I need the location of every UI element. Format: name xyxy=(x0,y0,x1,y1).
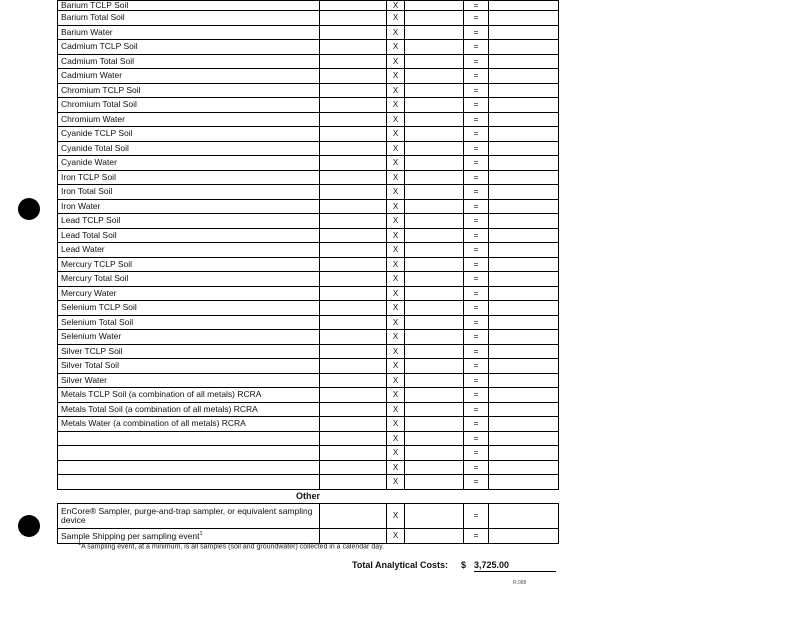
line-total-cell xyxy=(489,460,559,475)
analysis-name: Iron Water xyxy=(58,199,320,214)
multiply-sign: X xyxy=(387,528,405,543)
line-total-cell xyxy=(489,243,559,258)
total-currency-sign: $ xyxy=(461,560,467,570)
footnote: $^1$A sampling event, at a minimum, is all samples (soil and groundwater) collected in a calendar day. xyxy=(78,541,385,551)
unit-cost-cell xyxy=(320,417,387,432)
analysis-name: Lead Total Soil xyxy=(58,228,320,243)
line-total-cell xyxy=(489,286,559,301)
table-row xyxy=(58,199,559,214)
equals-sign: = xyxy=(464,214,489,229)
multiply-sign: X xyxy=(387,98,405,113)
table-row xyxy=(58,431,559,446)
line-total-cell xyxy=(489,112,559,127)
table-row xyxy=(58,315,559,330)
table-row xyxy=(58,388,559,403)
analysis-name: Chromium TCLP Soil xyxy=(58,83,320,98)
analysis-name: Cadmium TCLP Soil xyxy=(58,40,320,55)
unit-cost-cell xyxy=(320,446,387,461)
quantity-cell xyxy=(405,112,464,127)
analysis-name: Mercury Water xyxy=(58,286,320,301)
unit-cost-cell xyxy=(320,214,387,229)
analysis-name: Selenium TCLP Soil xyxy=(58,301,320,316)
equals-sign: = xyxy=(464,257,489,272)
unit-cost-cell xyxy=(320,431,387,446)
table-row xyxy=(58,40,559,55)
table-row xyxy=(58,257,559,272)
equals-sign: = xyxy=(464,40,489,55)
unit-cost-cell xyxy=(320,112,387,127)
equals-sign: = xyxy=(464,185,489,200)
equals-sign: = xyxy=(464,388,489,403)
analysis-name: Chromium Water xyxy=(58,112,320,127)
multiply-sign: X xyxy=(387,301,405,316)
table-row xyxy=(58,460,559,475)
line-total-cell xyxy=(489,528,559,543)
quantity-cell xyxy=(405,228,464,243)
equals-sign: = xyxy=(464,272,489,287)
unit-cost-cell xyxy=(320,156,387,171)
multiply-sign: X xyxy=(387,112,405,127)
quantity-cell xyxy=(405,25,464,40)
table-row xyxy=(58,141,559,156)
punch-hole-top xyxy=(18,198,40,220)
equals-sign: = xyxy=(464,475,489,490)
analytical-cost-table xyxy=(57,0,559,544)
unit-cost-cell xyxy=(320,243,387,258)
table-row xyxy=(58,475,559,490)
quantity-cell xyxy=(405,185,464,200)
line-total-cell xyxy=(489,214,559,229)
analysis-name: Barium Water xyxy=(58,25,320,40)
multiply-sign: X xyxy=(387,257,405,272)
line-total-cell xyxy=(489,40,559,55)
quantity-cell xyxy=(405,431,464,446)
unit-cost-cell xyxy=(320,272,387,287)
unit-cost-cell xyxy=(320,170,387,185)
analysis-name: Selenium Total Soil xyxy=(58,315,320,330)
analysis-name: Metals Total Soil (a combination of all metals) RCRA xyxy=(58,402,320,417)
page-mark: R.088 xyxy=(513,580,527,586)
quantity-cell xyxy=(405,315,464,330)
multiply-sign: X xyxy=(387,402,405,417)
equals-sign: = xyxy=(464,359,489,374)
equals-sign: = xyxy=(464,228,489,243)
table-row xyxy=(58,1,559,11)
line-total-cell xyxy=(489,344,559,359)
table-row xyxy=(58,243,559,258)
equals-sign: = xyxy=(464,170,489,185)
table-row xyxy=(58,98,559,113)
unit-cost-cell xyxy=(320,460,387,475)
equals-sign: = xyxy=(464,301,489,316)
table-row xyxy=(58,286,559,301)
quantity-cell xyxy=(405,272,464,287)
equals-sign: = xyxy=(464,315,489,330)
equals-sign: = xyxy=(464,54,489,69)
analysis-name: Cyanide Total Soil xyxy=(58,141,320,156)
analysis-name: Barium TCLP Soil xyxy=(58,1,320,11)
multiply-sign: X xyxy=(387,83,405,98)
unit-cost-cell xyxy=(320,257,387,272)
equals-sign: = xyxy=(464,98,489,113)
quantity-cell xyxy=(405,40,464,55)
line-total-cell xyxy=(489,25,559,40)
multiply-sign: X xyxy=(387,460,405,475)
line-total-cell xyxy=(489,503,559,528)
multiply-sign: X xyxy=(387,446,405,461)
quantity-cell xyxy=(405,460,464,475)
table-row xyxy=(58,503,559,528)
multiply-sign: X xyxy=(387,286,405,301)
unit-cost-cell xyxy=(320,199,387,214)
equals-sign: = xyxy=(464,243,489,258)
table-row xyxy=(58,25,559,40)
line-total-cell xyxy=(489,475,559,490)
unit-cost-cell xyxy=(320,141,387,156)
multiply-sign: X xyxy=(387,503,405,528)
unit-cost-cell xyxy=(320,388,387,403)
multiply-sign: X xyxy=(387,344,405,359)
table-row xyxy=(58,156,559,171)
multiply-sign: X xyxy=(387,170,405,185)
multiply-sign: X xyxy=(387,315,405,330)
table-row xyxy=(58,417,559,432)
multiply-sign: X xyxy=(387,127,405,142)
multiply-sign: X xyxy=(387,243,405,258)
unit-cost-cell xyxy=(320,1,387,11)
quantity-cell xyxy=(405,446,464,461)
equals-sign: = xyxy=(464,69,489,84)
multiply-sign: X xyxy=(387,40,405,55)
unit-cost-cell xyxy=(320,98,387,113)
quantity-cell xyxy=(405,359,464,374)
unit-cost-cell xyxy=(320,127,387,142)
multiply-sign: X xyxy=(387,199,405,214)
line-total-cell xyxy=(489,359,559,374)
unit-cost-cell xyxy=(320,83,387,98)
multiply-sign: X xyxy=(387,228,405,243)
quantity-cell xyxy=(405,388,464,403)
unit-cost-cell xyxy=(320,359,387,374)
quantity-cell xyxy=(405,83,464,98)
unit-cost-cell xyxy=(320,503,387,528)
equals-sign: = xyxy=(464,127,489,142)
unit-cost-cell xyxy=(320,40,387,55)
quantity-cell xyxy=(405,528,464,543)
quantity-cell xyxy=(405,156,464,171)
unit-cost-cell xyxy=(320,402,387,417)
line-total-cell xyxy=(489,228,559,243)
multiply-sign: X xyxy=(387,388,405,403)
multiply-sign: X xyxy=(387,156,405,171)
equals-sign: = xyxy=(464,11,489,26)
line-total-cell xyxy=(489,257,559,272)
table-row xyxy=(58,402,559,417)
quantity-cell xyxy=(405,69,464,84)
equals-sign: = xyxy=(464,344,489,359)
line-total-cell xyxy=(489,1,559,11)
unit-cost-cell xyxy=(320,315,387,330)
unit-cost-cell xyxy=(320,228,387,243)
quantity-cell xyxy=(405,98,464,113)
analysis-name: Cyanide Water xyxy=(58,156,320,171)
quantity-cell xyxy=(405,301,464,316)
unit-cost-cell xyxy=(320,11,387,26)
unit-cost-cell xyxy=(320,373,387,388)
analysis-name: Cadmium Total Soil xyxy=(58,54,320,69)
unit-cost-cell xyxy=(320,69,387,84)
line-total-cell xyxy=(489,199,559,214)
section-title: Other xyxy=(58,489,559,503)
multiply-sign: X xyxy=(387,69,405,84)
quantity-cell xyxy=(405,373,464,388)
line-total-cell xyxy=(489,301,559,316)
line-total-cell xyxy=(489,127,559,142)
analysis-name: Silver TCLP Soil xyxy=(58,344,320,359)
punch-hole-bottom xyxy=(18,515,40,537)
line-total-cell xyxy=(489,83,559,98)
table-row xyxy=(58,185,559,200)
unit-cost-cell xyxy=(320,185,387,200)
multiply-sign: X xyxy=(387,417,405,432)
analysis-name: Metals Water (a combination of all metals) RCRA xyxy=(58,417,320,432)
table-row xyxy=(58,344,559,359)
equals-sign: = xyxy=(464,286,489,301)
section-header-other xyxy=(58,489,559,503)
multiply-sign: X xyxy=(387,1,405,11)
total-analytical-costs-value: 3,725.00 xyxy=(474,560,556,572)
unit-cost-cell xyxy=(320,330,387,345)
line-total-cell xyxy=(489,98,559,113)
total-analytical-costs-label: Total Analytical Costs: xyxy=(352,560,449,570)
table-row xyxy=(58,272,559,287)
analysis-name: Silver Total Soil xyxy=(58,359,320,374)
analysis-name: Lead TCLP Soil xyxy=(58,214,320,229)
analysis-name xyxy=(58,431,320,446)
multiply-sign: X xyxy=(387,272,405,287)
multiply-sign: X xyxy=(387,54,405,69)
line-total-cell xyxy=(489,54,559,69)
quantity-cell xyxy=(405,503,464,528)
equals-sign: = xyxy=(464,402,489,417)
equals-sign: = xyxy=(464,503,489,528)
unit-cost-cell xyxy=(320,286,387,301)
quantity-cell xyxy=(405,127,464,142)
table-row xyxy=(58,83,559,98)
table-row xyxy=(58,373,559,388)
footnote-ref: 1 xyxy=(199,531,203,538)
equals-sign: = xyxy=(464,141,489,156)
analysis-name: Metals TCLP Soil (a combination of all metals) RCRA xyxy=(58,388,320,403)
quantity-cell xyxy=(405,170,464,185)
line-total-cell xyxy=(489,388,559,403)
equals-sign: = xyxy=(464,446,489,461)
line-total-cell xyxy=(489,141,559,156)
equals-sign: = xyxy=(464,1,489,11)
equals-sign: = xyxy=(464,373,489,388)
quantity-cell xyxy=(405,141,464,156)
table-row xyxy=(58,69,559,84)
quantity-cell xyxy=(405,330,464,345)
equals-sign: = xyxy=(464,83,489,98)
table-row xyxy=(58,112,559,127)
analysis-name: Barium Total Soil xyxy=(58,11,320,26)
unit-cost-cell xyxy=(320,54,387,69)
quantity-cell xyxy=(405,11,464,26)
quantity-cell xyxy=(405,214,464,229)
multiply-sign: X xyxy=(387,475,405,490)
analysis-name: EnCore® Sampler, purge-and-trap sampler, or equivalent sampling device xyxy=(58,503,320,528)
table-row xyxy=(58,54,559,69)
line-total-cell xyxy=(489,330,559,345)
multiply-sign: X xyxy=(387,359,405,374)
multiply-sign: X xyxy=(387,330,405,345)
line-total-cell xyxy=(489,170,559,185)
quantity-cell xyxy=(405,243,464,258)
equals-sign: = xyxy=(464,112,489,127)
table-row xyxy=(58,301,559,316)
analysis-name: Chromium Total Soil xyxy=(58,98,320,113)
table-row xyxy=(58,214,559,229)
quantity-cell xyxy=(405,257,464,272)
multiply-sign: X xyxy=(387,141,405,156)
line-total-cell xyxy=(489,417,559,432)
quantity-cell xyxy=(405,417,464,432)
line-total-cell xyxy=(489,373,559,388)
multiply-sign: X xyxy=(387,214,405,229)
unit-cost-cell xyxy=(320,344,387,359)
analysis-name xyxy=(58,460,320,475)
multiply-sign: X xyxy=(387,431,405,446)
analysis-name: Mercury TCLP Soil xyxy=(58,257,320,272)
line-total-cell xyxy=(489,156,559,171)
table-row xyxy=(58,11,559,26)
analysis-name: Iron TCLP Soil xyxy=(58,170,320,185)
unit-cost-cell xyxy=(320,475,387,490)
table-row xyxy=(58,446,559,461)
line-total-cell xyxy=(489,431,559,446)
line-total-cell xyxy=(489,185,559,200)
multiply-sign: X xyxy=(387,25,405,40)
equals-sign: = xyxy=(464,528,489,543)
table-row xyxy=(58,170,559,185)
line-total-cell xyxy=(489,11,559,26)
table-row xyxy=(58,228,559,243)
analysis-name xyxy=(58,475,320,490)
line-total-cell xyxy=(489,315,559,330)
equals-sign: = xyxy=(464,330,489,345)
multiply-sign: X xyxy=(387,11,405,26)
table-row xyxy=(58,127,559,142)
multiply-sign: X xyxy=(387,185,405,200)
equals-sign: = xyxy=(464,460,489,475)
equals-sign: = xyxy=(464,199,489,214)
analysis-name: Selenium Water xyxy=(58,330,320,345)
line-total-cell xyxy=(489,272,559,287)
equals-sign: = xyxy=(464,431,489,446)
analysis-name: Mercury Total Soil xyxy=(58,272,320,287)
line-total-cell xyxy=(489,402,559,417)
quantity-cell xyxy=(405,286,464,301)
analysis-name: Iron Total Soil xyxy=(58,185,320,200)
equals-sign: = xyxy=(464,417,489,432)
quantity-cell xyxy=(405,475,464,490)
equals-sign: = xyxy=(464,156,489,171)
quantity-cell xyxy=(405,344,464,359)
analysis-name: Cadmium Water xyxy=(58,69,320,84)
analysis-name xyxy=(58,446,320,461)
analysis-name: Cyanide TCLP Soil xyxy=(58,127,320,142)
quantity-cell xyxy=(405,402,464,417)
multiply-sign: X xyxy=(387,373,405,388)
table-row xyxy=(58,330,559,345)
unit-cost-cell xyxy=(320,25,387,40)
analysis-name: Silver Water xyxy=(58,373,320,388)
line-total-cell xyxy=(489,446,559,461)
analysis-name-text: Sample Shipping per sampling event xyxy=(61,530,200,541)
table-row xyxy=(58,359,559,374)
line-total-cell xyxy=(489,69,559,84)
analysis-name: Lead Water xyxy=(58,243,320,258)
quantity-cell xyxy=(405,54,464,69)
quantity-cell xyxy=(405,1,464,11)
quantity-cell xyxy=(405,199,464,214)
equals-sign: = xyxy=(464,25,489,40)
unit-cost-cell xyxy=(320,301,387,316)
